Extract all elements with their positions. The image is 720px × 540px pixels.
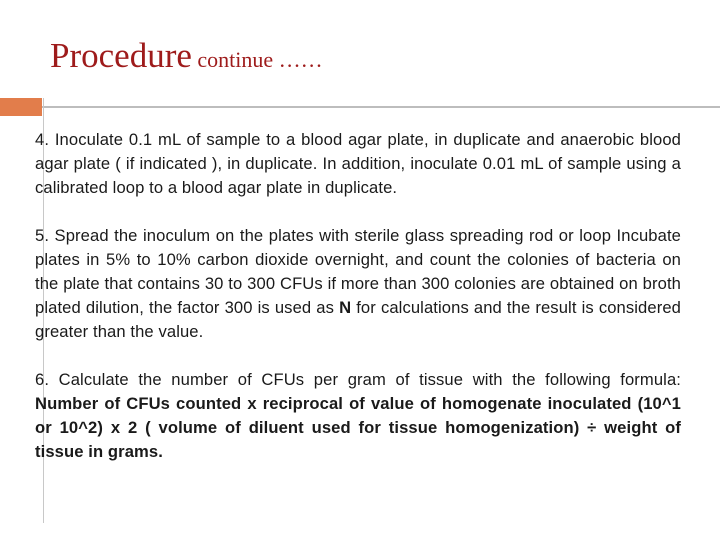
step-5-variable-n: N: [339, 298, 352, 317]
horizontal-rule: [42, 106, 720, 108]
slide-title: [50, 38, 323, 73]
title-subtitle: continue ……: [191, 47, 323, 72]
title-main: Procedure: [50, 36, 192, 75]
paragraph-step-4: 4. Inoculate 0.1 mL of sample to a blood agar plate, in duplicate and anaerobic blood agar plate ( if indicated ), in duplicate. In addition, inoculate 0.01 mL of sample using a calibrated loop to a blood agar plate in duplicate.: [35, 130, 681, 197]
step-6-formula: Number of CFUs counted x reciprocal of value of homogenate inoculated (10^1 or 10^2) x 2 ( volume of diluent used for tissue homogenization) ÷ weight of tissue in grams.: [35, 394, 681, 461]
step-5-text-end: for calculations and the result is considered greater than the value.: [35, 298, 681, 341]
accent-square: [0, 98, 42, 116]
slide-content: [35, 128, 681, 464]
paragraph-step-5: [35, 224, 681, 344]
step-6-text-start: 6. Calculate the number of CFUs per gram of tissue with the following formula:: [35, 370, 681, 389]
step-5-text-start: 5. Spread the inoculum on the plates with sterile glass spreading rod or loop Incubate plates in 5% to 10% carbon dioxide overnight, and count the colonies of bacteria on the plate that contains 30 to 300 CFUs if more than 300 colonies are obtained on broth plated dilution, the factor 300 is used as: [35, 226, 681, 317]
paragraph-step-6: [35, 368, 681, 464]
